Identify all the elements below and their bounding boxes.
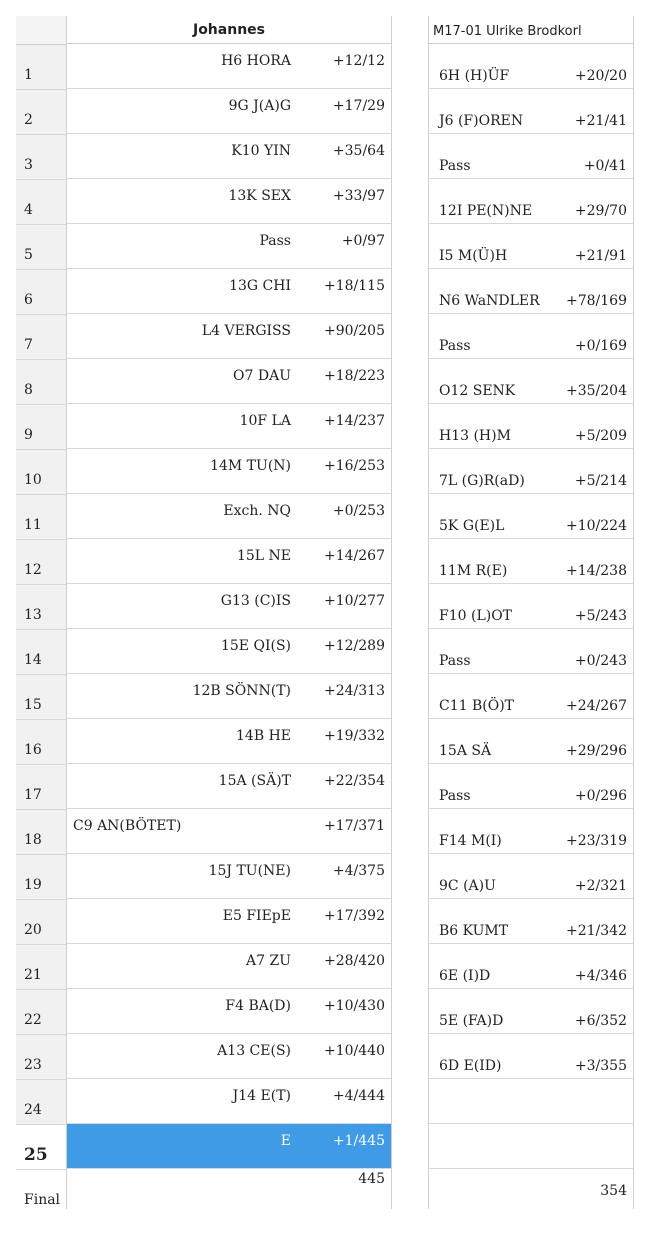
right-move-row[interactable] — [429, 764, 633, 809]
right-final-score: 354 — [600, 1183, 627, 1199]
move-score: +4/375 — [332, 863, 385, 879]
move-text: 15L NE — [236, 548, 291, 564]
row-number[interactable]: 12 — [16, 540, 66, 585]
move-score: +90/205 — [324, 323, 385, 339]
left-move-row[interactable] — [67, 494, 391, 539]
left-move-row[interactable] — [67, 764, 391, 809]
left-move-row[interactable] — [67, 269, 391, 314]
move-score: +0/253 — [332, 503, 385, 519]
move-text: 15J TU(NE) — [208, 863, 291, 879]
left-move-row[interactable] — [67, 674, 391, 719]
move-text: K10 YIN — [231, 143, 291, 159]
move-text: A13 CE(S) — [217, 1043, 291, 1059]
left-move-row[interactable] — [67, 89, 391, 134]
move-text: Pass — [439, 158, 471, 174]
move-text: 11M R(E) — [439, 563, 508, 579]
move-text: I5 M(Ü)H — [439, 248, 508, 264]
move-score: +18/223 — [324, 368, 385, 384]
move-score: +17/29 — [332, 98, 385, 114]
row-number[interactable]: 2 — [16, 90, 66, 135]
move-score: +10/277 — [324, 593, 385, 609]
final-label: Final — [16, 1170, 66, 1215]
move-text: O12 SENK — [439, 383, 516, 399]
right-move-row[interactable] — [429, 899, 633, 944]
right-move-row[interactable] — [429, 89, 633, 134]
move-score: +21/342 — [566, 923, 627, 939]
row-number[interactable]: 15 — [16, 675, 66, 720]
move-text: F14 M(I) — [439, 833, 502, 849]
left-final-row — [67, 1169, 391, 1209]
row-number[interactable]: 21 — [16, 945, 66, 990]
row-number[interactable]: 7 — [16, 315, 66, 360]
move-score: +29/296 — [566, 743, 627, 759]
row-number-header — [16, 16, 66, 45]
move-text: Pass — [439, 788, 471, 804]
move-text: C9 AN(BÖTET) — [73, 818, 182, 834]
move-text: 12I PE(N)NE — [439, 203, 533, 219]
move-score: +6/352 — [574, 1013, 627, 1029]
move-text: 9C (A)U — [439, 878, 496, 894]
right-move-row[interactable] — [429, 224, 633, 269]
move-text: 5E (FA)D — [439, 1013, 504, 1029]
move-score: +5/214 — [574, 473, 627, 489]
move-text: 6H (H)ÜF — [439, 68, 510, 84]
move-score: +12/12 — [332, 53, 385, 69]
move-score: +10/440 — [324, 1043, 385, 1059]
left-move-row[interactable] — [67, 899, 391, 944]
move-score: +4/444 — [332, 1088, 385, 1104]
move-score: +29/70 — [574, 203, 627, 219]
move-text: 12B SÖNN(T) — [192, 683, 291, 699]
move-score: +17/371 — [324, 818, 385, 834]
row-number[interactable]: 8 — [16, 360, 66, 405]
row-number[interactable]: 19 — [16, 855, 66, 900]
left-move-row[interactable] — [67, 134, 391, 179]
move-score: +20/20 — [574, 68, 627, 84]
move-text: Pass — [439, 653, 471, 669]
move-score: +0/97 — [341, 233, 385, 249]
row-number[interactable]: 1 — [16, 45, 66, 90]
move-score: +24/267 — [566, 698, 627, 714]
move-score: +14/238 — [566, 563, 627, 579]
move-text: 15A (SÄ)T — [218, 773, 291, 789]
right-player-table — [428, 16, 634, 1209]
move-score: +78/169 — [566, 293, 627, 309]
left-move-row[interactable] — [67, 1079, 391, 1124]
left-move-row[interactable] — [67, 989, 391, 1034]
row-number-column — [16, 16, 66, 1215]
move-score: +14/267 — [324, 548, 385, 564]
row-number[interactable]: 5 — [16, 225, 66, 270]
left-final-score: 445 — [358, 1171, 385, 1187]
left-move-row[interactable] — [67, 539, 391, 584]
move-text: J14 E(T) — [232, 1088, 291, 1104]
move-text: Exch. NQ — [223, 503, 291, 519]
move-score: +17/392 — [324, 908, 385, 924]
left-player-name: Johannes — [67, 16, 391, 44]
right-move-row[interactable] — [429, 359, 633, 404]
right-move-row[interactable] — [429, 494, 633, 539]
move-text: 6D E(ID) — [439, 1058, 502, 1074]
row-number[interactable]: 14 — [16, 630, 66, 675]
move-score: +14/237 — [324, 413, 385, 429]
left-move-row[interactable] — [67, 809, 391, 854]
move-text: 14M TU(N) — [210, 458, 291, 474]
move-text: G13 (C)IS — [220, 593, 291, 609]
move-score: +16/253 — [324, 458, 385, 474]
right-move-row[interactable] — [429, 944, 633, 989]
move-score: +10/430 — [324, 998, 385, 1014]
left-player-table — [66, 16, 392, 1209]
right-move-row[interactable] — [429, 584, 633, 629]
right-move-row[interactable] — [429, 44, 633, 89]
move-text: B6 KUMT — [439, 923, 509, 939]
left-move-row[interactable] — [67, 404, 391, 449]
move-score: +21/91 — [574, 248, 627, 264]
right-move-row[interactable] — [429, 1079, 633, 1124]
right-move-row[interactable] — [429, 404, 633, 449]
row-number[interactable]: 9 — [16, 405, 66, 450]
row-number[interactable]: 25 — [16, 1125, 66, 1170]
move-text: Pass — [259, 233, 291, 249]
move-text: 5K G(E)L — [439, 518, 505, 534]
move-score: +4/346 — [574, 968, 627, 984]
left-move-row[interactable] — [67, 1034, 391, 1079]
move-text: 10F LA — [239, 413, 291, 429]
move-text: N6 WaNDLER — [439, 293, 540, 309]
move-text: O7 DAU — [233, 368, 291, 384]
right-move-row[interactable] — [429, 1034, 633, 1079]
right-move-row[interactable] — [429, 989, 633, 1034]
row-number[interactable]: 13 — [16, 585, 66, 630]
move-text: A7 ZU — [246, 953, 291, 969]
left-move-row[interactable] — [67, 584, 391, 629]
row-number[interactable]: 18 — [16, 810, 66, 855]
right-move-row[interactable] — [429, 269, 633, 314]
move-text: 9G J(A)G — [228, 98, 291, 114]
right-move-row[interactable] — [429, 809, 633, 854]
move-score: +28/420 — [324, 953, 385, 969]
move-text: F4 BA(D) — [225, 998, 291, 1014]
right-move-row[interactable] — [429, 179, 633, 224]
move-score: +5/243 — [574, 608, 627, 624]
move-score: +0/243 — [574, 653, 627, 669]
move-text: 15A SÄ — [439, 743, 492, 759]
move-score: +0/296 — [574, 788, 627, 804]
move-text: 6E (I)D — [439, 968, 491, 984]
move-score: +2/321 — [574, 878, 627, 894]
move-score: +5/209 — [574, 428, 627, 444]
left-move-row[interactable] — [67, 719, 391, 764]
move-score: +19/332 — [324, 728, 385, 744]
left-move-row[interactable] — [67, 224, 391, 269]
left-move-row[interactable] — [67, 1124, 391, 1169]
move-text: E — [280, 1133, 291, 1149]
right-move-row[interactable] — [429, 719, 633, 764]
row-number[interactable]: 20 — [16, 900, 66, 945]
left-move-row[interactable] — [67, 314, 391, 359]
row-number[interactable]: 11 — [16, 495, 66, 540]
move-score: +18/115 — [324, 278, 385, 294]
move-text: 7L (G)R(aD) — [439, 473, 525, 489]
move-text: 13K SEX — [228, 188, 291, 204]
right-move-row[interactable] — [429, 449, 633, 494]
right-move-row[interactable] — [429, 1124, 633, 1169]
left-move-row[interactable] — [67, 629, 391, 674]
row-number[interactable]: 24 — [16, 1080, 66, 1125]
move-text: 13G CHI — [229, 278, 291, 294]
left-move-row[interactable] — [67, 179, 391, 224]
row-number[interactable]: 22 — [16, 990, 66, 1035]
move-text: H13 (H)M — [439, 428, 511, 444]
move-text: E5 FIEpE — [222, 908, 291, 924]
move-text: F10 (L)OT — [439, 608, 513, 624]
move-score: +0/41 — [583, 158, 627, 174]
left-move-row[interactable] — [67, 449, 391, 494]
move-score: +21/41 — [574, 113, 627, 129]
right-move-row[interactable] — [429, 629, 633, 674]
row-number[interactable]: 23 — [16, 1035, 66, 1080]
right-move-row[interactable] — [429, 539, 633, 584]
move-text: L4 VERGISS — [201, 323, 291, 339]
right-player-name: M17-01 Ulrike Brodkorl — [429, 16, 633, 44]
right-move-row[interactable] — [429, 314, 633, 359]
move-text: C11 B(Ö)T — [439, 698, 515, 714]
move-score: +22/354 — [324, 773, 385, 789]
left-move-row[interactable] — [67, 944, 391, 989]
move-score: +3/355 — [574, 1058, 627, 1074]
left-move-row[interactable] — [67, 359, 391, 404]
move-text: 15E QI(S) — [220, 638, 291, 654]
move-score: +12/289 — [324, 638, 385, 654]
right-move-row[interactable] — [429, 134, 633, 179]
move-text: 14B HE — [236, 728, 291, 744]
move-text: H6 HORA — [221, 53, 291, 69]
row-number[interactable]: 6 — [16, 270, 66, 315]
move-score: +35/204 — [566, 383, 627, 399]
row-number[interactable]: 4 — [16, 180, 66, 225]
left-move-row[interactable] — [67, 854, 391, 899]
right-move-row[interactable] — [429, 674, 633, 719]
move-score: +23/319 — [566, 833, 627, 849]
move-text: Pass — [439, 338, 471, 354]
row-number[interactable]: 3 — [16, 135, 66, 180]
move-score: +35/64 — [332, 143, 385, 159]
move-score: +10/224 — [566, 518, 627, 534]
right-move-row[interactable] — [429, 854, 633, 899]
move-score: +0/169 — [574, 338, 627, 354]
row-number[interactable]: 16 — [16, 720, 66, 765]
right-final-row — [429, 1169, 633, 1209]
move-score: +1/445 — [332, 1133, 385, 1149]
move-score: +33/97 — [332, 188, 385, 204]
left-move-row[interactable] — [67, 44, 391, 89]
move-text: J6 (F)OREN — [439, 113, 524, 129]
row-number[interactable]: 17 — [16, 765, 66, 810]
row-number[interactable]: 10 — [16, 450, 66, 495]
move-score: +24/313 — [324, 683, 385, 699]
